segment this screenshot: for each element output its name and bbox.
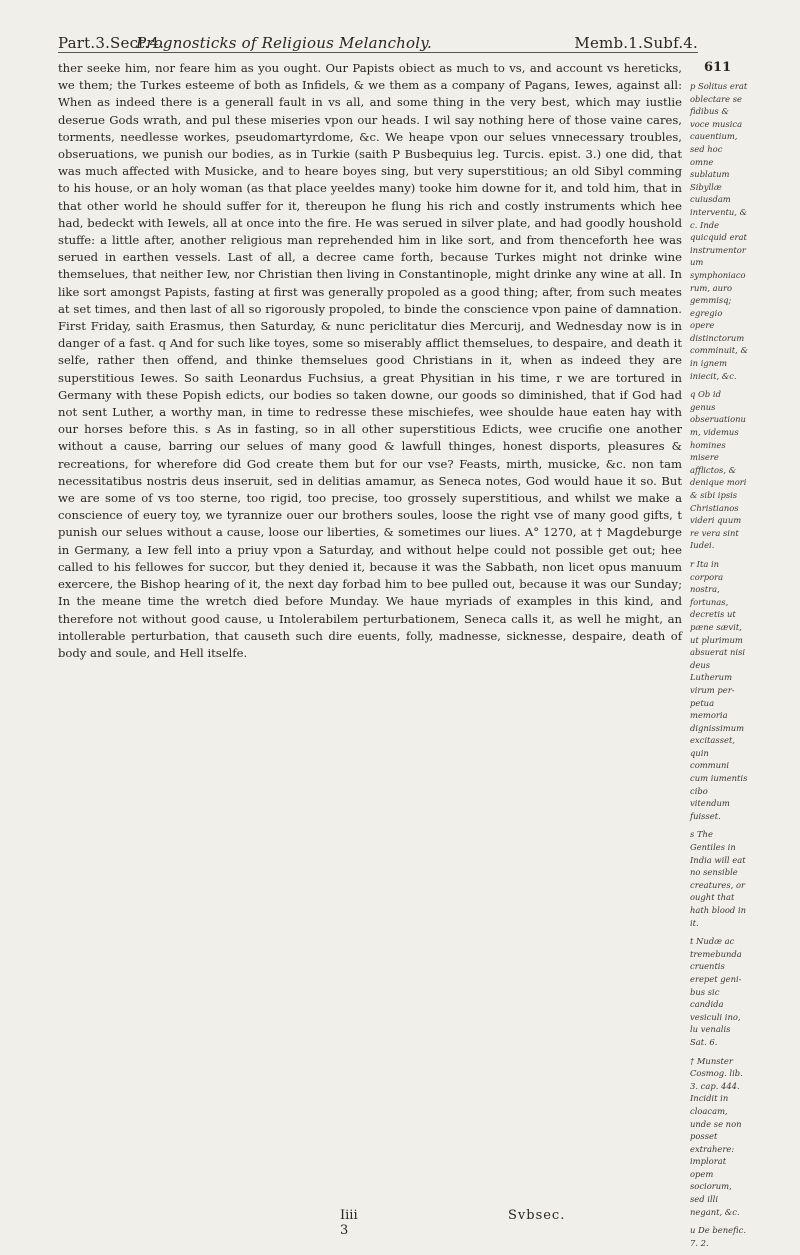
marginal-notes: [690, 80, 748, 1255]
catchword: Svbsec.: [508, 1208, 566, 1223]
main-text: [58, 60, 682, 662]
marginal-note: u De benefic. 7. 2.: [690, 1225, 746, 1248]
marginal-note: s The Gentiles in India will eat no sensible creatures, or ought that hath blood in it.: [690, 829, 747, 928]
header-rule: [58, 52, 698, 53]
running-header: [58, 30, 698, 52]
marginal-note: r Ita in corpora nostra, fortunas, decretis ut pæne sævit, ut plurimum absuerat nisi deus Lutherum virum per-petua memoria dignissimum excitasset, quin communi cum iumentis cibo vitendum fuisset.: [690, 558, 748, 821]
header-member: Memb.1.Subf.4.: [574, 34, 698, 52]
marginal-note: p Solitus erat oblectare se fidibus & voce musica cauentium, sed hoc omne sublatum Sibyllæ cuiusdam interventu, & c. Inde quicquid erat instrumentorum symphoniacorum, auro gemmisq; egregio opere distinctorum comminuit, & in ignem iniecit, &c.: [690, 81, 748, 381]
signature-mark: Iiii 3: [340, 1208, 358, 1238]
page-number: 611: [704, 60, 732, 75]
marginal-note: q Ob id genus obseruationum, videmus homines misere afflictos, & denique mori & sibi ipsis Christianos videri quum re vera sint Iudei.: [690, 389, 747, 551]
paragraph: ther seeke him, nor feare him as you ought. Our Papists obiect as much to vs, and account vs hereticks, we them; the Turkes esteeme of both as Infidels, & we them as a company of Pagans, Iewes, against all: When as indeed there is a generall fault in vs all, and some thing in the very best, which may iustlie deserue Gods wrath, and pul these miseries vpon our heads. I wil say nothing here of those vaine cares, torments, needlesse workes, pseudomartyrdome, &c. We heape vpon our selues vnnecessary troubles, obseruations, we punish our bodies, as in Turkie (saith P Busbequius leg. Turcis. epist. 3.) one did, that was much affected with Musicke, and to heare boyes sing, but very superstitious; an old Sibyl comming to his house, or an holy woman (as that place yeeldes many) tooke him downe for it, and told him, that in that other world he should suffer for it, thereupon he flung his rich and costly instruments which hee had, bedeckt with Iewels, all at once into the fire. He was serued in silver plate, and had goodly houshold stuffe: a little after, another religious man reprehended him in like sort, and from thenceforth hee was serued in earthen vessels. Last of all, a decree came forth, because Turkes might not drinke wine themselues, that neither Iew, nor Christian then living in Constantinople, might drinke any wine at all. In like sort amongst Papists, fasting at first was generally propoled as a good thing; after, from such meates at set times, and then last of all so rigorously propoled, to binde the conscience vpon paine of damnation. First Friday, saith Erasmus, then Saturday, & nunc periclitatur dies Mercurij, and Wednesday now is in danger of a fast. q And for such like toyes, some so miserably afflict themselues, to despaire, and death it selfe, rather then offend, and thinke themselues good Christians in it, when as indeed they are superstitious Iewes. So saith Leonardus Fuchsius, a great Physitian in his time, r we are tortured in Germany with these Popish edicts, our bodies so taken downe, our goods so diminished, that if God had not sent Luther, a worthy man, in time to redresse these mischiefes, wee shoulde haue eaten hay with our horses before this. s As in fasting, so in all other superstitious Edicts, wee crucifie one another without a cause, barring our selues of many good & lawfull thinges, honest disports, pleasures & recreations, for wherefore did God create them but for our vse? Feasts, mirth, musicke, &c. non tam necessitatibus nostris deus inseruit, sed in delitias amamur, as Seneca notes, God would haue it so. But we are some of vs too sterne, too rigid, too precise, too grossely superstitious, and whilst we make a conscience of euery toy, we tyrannize ouer our brothers soules, loose the right vse of many good gifts, t punish our selues without a cause, loose our liberties, & sometimes our liues. A° 1270, at † Magdeburge in Germany, a Iew fell into a priuy vpon a Saturday, and without helpe could not possible get out; hee called to his fellowes for succor, but they denied it, because it was the Sabbath, non licet opus manuum exercere, the Bishop hearing of it, the next day forbad him to bee pulled out, because it was our Sunday; In the meane time the wretch died before Munday. We haue myriads of examples in this kind, and therefore not without good cause, u Intolerabilem perturbationem, Seneca calls it, as well he might, an intollerable perturbation, that causeth such dire euents, folly, madnesse, sicknesse, despaire, death of body and soule, and Hell itselfe.: [58, 61, 682, 660]
marginal-note: † Munster Cosmog. lib. 3. cap. 444. Incidit in cloacam, unde se non posset extrahere: implorat opem sociorum, sed illi negant, &c.: [690, 1055, 743, 1217]
marginal-note: t Nudæ ac tremebunda cruentis erepet geni-bus sic candida vesiculi ino, lu venalis Sat. 6.: [690, 936, 742, 1047]
header-title: Prognosticks of Religious Melancholy.: [136, 34, 432, 52]
header-part: Part.3.Sect.4.: [58, 34, 165, 52]
